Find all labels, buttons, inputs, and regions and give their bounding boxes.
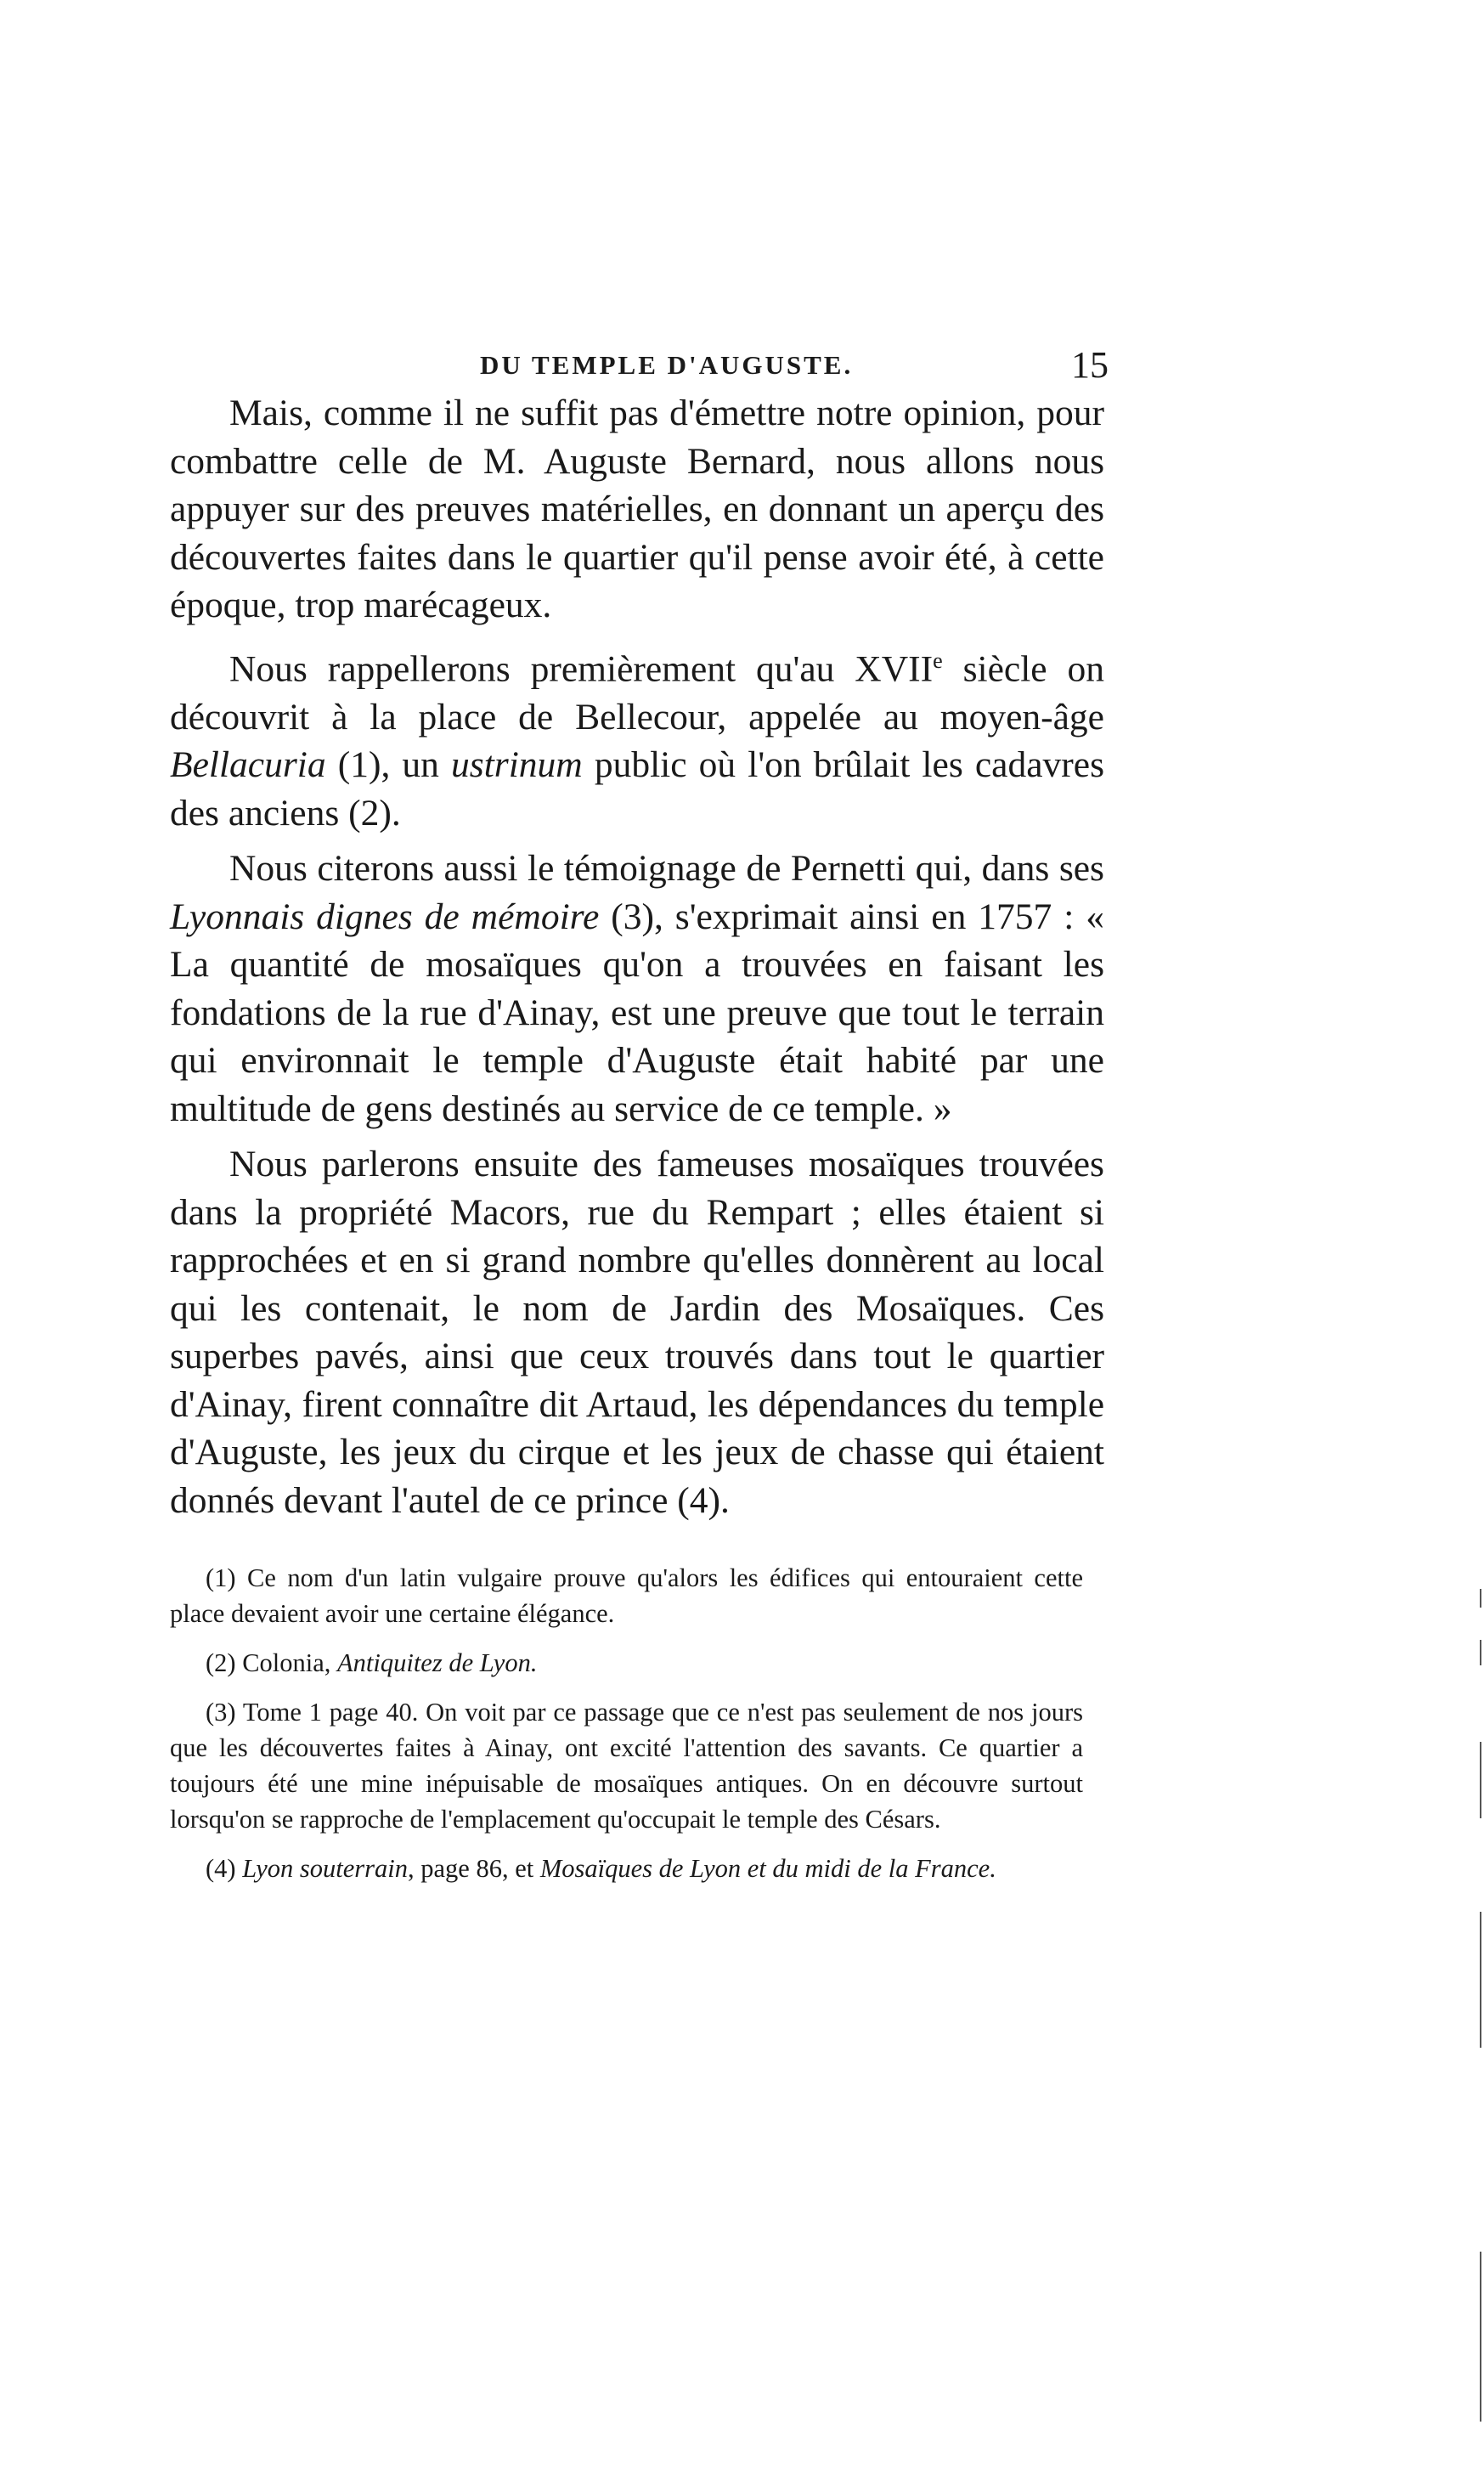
paragraph-3 <box>170 845 1104 1133</box>
italic-text: Lyonnais dignes de mémoire <box>170 896 600 937</box>
running-title: DU TEMPLE D'AUGUSTE. <box>480 350 854 380</box>
footnotes <box>170 1560 1083 1900</box>
paragraph-4 <box>170 1140 1104 1524</box>
scan-mark <box>1480 1742 1481 1818</box>
scan-mark <box>1480 1640 1481 1665</box>
footnote-1 <box>170 1560 1083 1631</box>
scan-mark <box>1480 2252 1481 2422</box>
paragraph-1 <box>170 389 1104 630</box>
footnote-2 <box>170 1645 1083 1681</box>
italic-text: Antiquitez de Lyon. <box>337 1648 538 1677</box>
italic-text: Bellacuria <box>170 744 326 785</box>
italic-text: Mosaïques de Lyon et du midi de la France. <box>539 1854 996 1883</box>
scan-mark <box>1480 1912 1481 2048</box>
text-run: (2) Colonia, <box>206 1648 338 1677</box>
text-run: Nous citerons aussi le témoignage de Pernetti qui, dans ses <box>229 848 1104 889</box>
text-run: (1), un <box>325 744 452 785</box>
italic-text: ustrinum <box>451 744 583 785</box>
scan-mark <box>1480 1589 1481 1608</box>
text-run: (4) <box>206 1854 243 1883</box>
text-run: (3), s'exprimait ainsi en 1757 : « La quantité de mosaïques qu'on a trouvées en faisant les fondations de la rue d'Ainay, est une preuve que tout le terrain qui environnait le temple d'Auguste était habité par une multitude de gens destinés au service de ce temple. » <box>170 896 1104 1129</box>
footnote-3 <box>170 1694 1083 1837</box>
text-run: Mais, comme il ne suffit pas d'émettre notre opinion, pour combattre celle de M. Auguste Bernard, nous allons nous appuyer sur des preuves matérielles, en donnant un aperçu des découvertes faites dans le quartier qu'il pense avoir été, à cette époque, trop marécageux. <box>170 393 1104 625</box>
text-run: Nous rappellerons premièrement qu'au XVII <box>229 648 934 689</box>
running-head <box>170 340 1121 391</box>
text-run: (3) Tome 1 page 40. On voit par ce passage que ce n'est pas seulement de nos jours que les découvertes faites à Ainay, ont excité l'attention des savants. Ce quartier a toujours été une mine inépuisable de mosaïques antiques. On en découvre surtout lorsqu'on se rapproche de l'emplacement qu'occupait le temple des Césars. <box>170 1698 1083 1834</box>
page-number: 15 <box>1071 344 1109 386</box>
text-run: e <box>933 647 943 673</box>
text-run: Nous parlerons ensuite des fameuses mosaïques trouvées dans la propriété Macors, rue du Rempart ; elles étaient si rapprochées et en si grand nombre qu'elles donnèrent au local qui les contenait, le nom de Jardin des Mosaïques. Ces superbes pavés, ainsi que ceux trouvés dans tout le quartier d'Ainay, firent connaître dit Artaud, les dépendances du temple d'Auguste, les jeux du cirque et les jeux de chasse qui étaient donnés devant l'autel de ce prince (4). <box>170 1144 1104 1521</box>
text-run: (1) Ce nom d'un latin vulgaire prouve qu'alors les édifices qui entouraient cette place devaient avoir une certaine élégance. <box>170 1563 1083 1628</box>
text-run: siècle on découvrit à la place de Bellecour, appelée au moyen-âge <box>170 648 1104 738</box>
paragraph-2 <box>170 637 1104 838</box>
text-run: public où l'on brûlait les cadavres des anciens (2). <box>170 744 1104 834</box>
italic-text: Lyon souterrain <box>242 1854 409 1883</box>
footnote-4 <box>170 1851 1083 1886</box>
body-text <box>170 389 1104 1532</box>
text-run: , page 86, et <box>408 1854 540 1883</box>
